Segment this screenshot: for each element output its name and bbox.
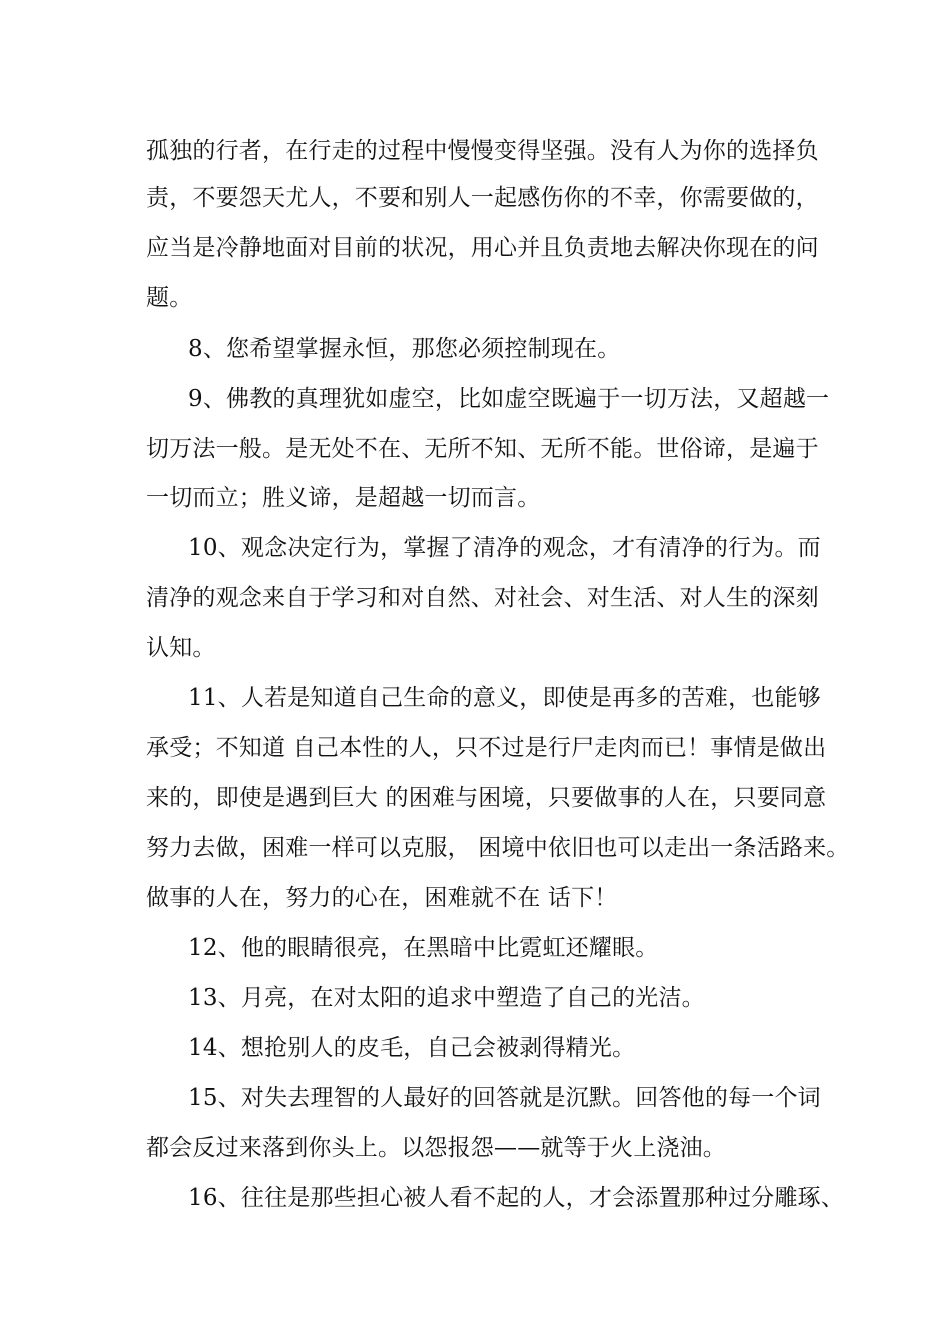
text-line: 一切而立；胜义谛，是超越一切而言。 xyxy=(146,485,541,511)
text-line: 14、想抢别人的皮毛，自己会被剥得精光。 xyxy=(188,1035,636,1061)
text-line: 8、您希望掌握永恒，那您必须控制现在。 xyxy=(188,336,621,362)
text-line: 责，不要怨天尤人，不要和别人一起感伤你的不幸，你需要做的， xyxy=(146,185,819,211)
text-line: 认知。 xyxy=(146,635,216,661)
text-line: 努力去做，困难一样可以克服， 困境中依旧也可以走出一条活路来。 xyxy=(146,835,850,861)
text-line: 10、观念决定行为，掌握了清净的观念，才有清净的行为。而 xyxy=(188,535,821,561)
text-line: 应当是冷静地面对目前的状况，用心并且负责地去解决你现在的问 xyxy=(146,235,819,261)
text-line: 承受；不知道 自己本性的人，只不过是行尸走肉而已！事情是做出 xyxy=(146,735,827,761)
text-line: 孤独的行者，在行走的过程中慢慢变得坚强。没有人为你的选择负 xyxy=(146,138,819,164)
text-line: 清净的观念来自于学习和对自然、对社会、对生活、对人生的深刻 xyxy=(146,585,819,611)
text-line: 13、月亮，在对太阳的追求中塑造了自己的光洁。 xyxy=(188,985,705,1011)
text-line: 切万法一般。是无处不在、无所不知、无所不能。世俗谛，是遍于 xyxy=(146,436,819,462)
text-line: 12、他的眼睛很亮，在黑暗中比霓虹还耀眼。 xyxy=(188,935,659,961)
text-line: 9、佛教的真理犹如虚空，比如虚空既遍于一切万法，又超越一 xyxy=(188,386,830,412)
text-line: 16、往往是那些担心被人看不起的人，才会添置那种过分雕琢、 xyxy=(188,1185,845,1211)
text-line: 来的，即使是遇到巨大 的困难与困境，只要做事的人在，只要同意 xyxy=(146,785,827,811)
text-line: 15、对失去理智的人最好的回答就是沉默。回答他的每一个词 xyxy=(188,1085,821,1111)
text-line: 都会反过来落到你头上。以怨报怨——就等于火上浇油。 xyxy=(146,1135,726,1161)
text-line: 题。 xyxy=(146,285,193,311)
text-line: 做事的人在，努力的心在，困难就不在 话下！ xyxy=(146,885,618,911)
text-line: 11、人若是知道自己生命的意义，即使是再多的苦难，也能够 xyxy=(188,685,821,711)
